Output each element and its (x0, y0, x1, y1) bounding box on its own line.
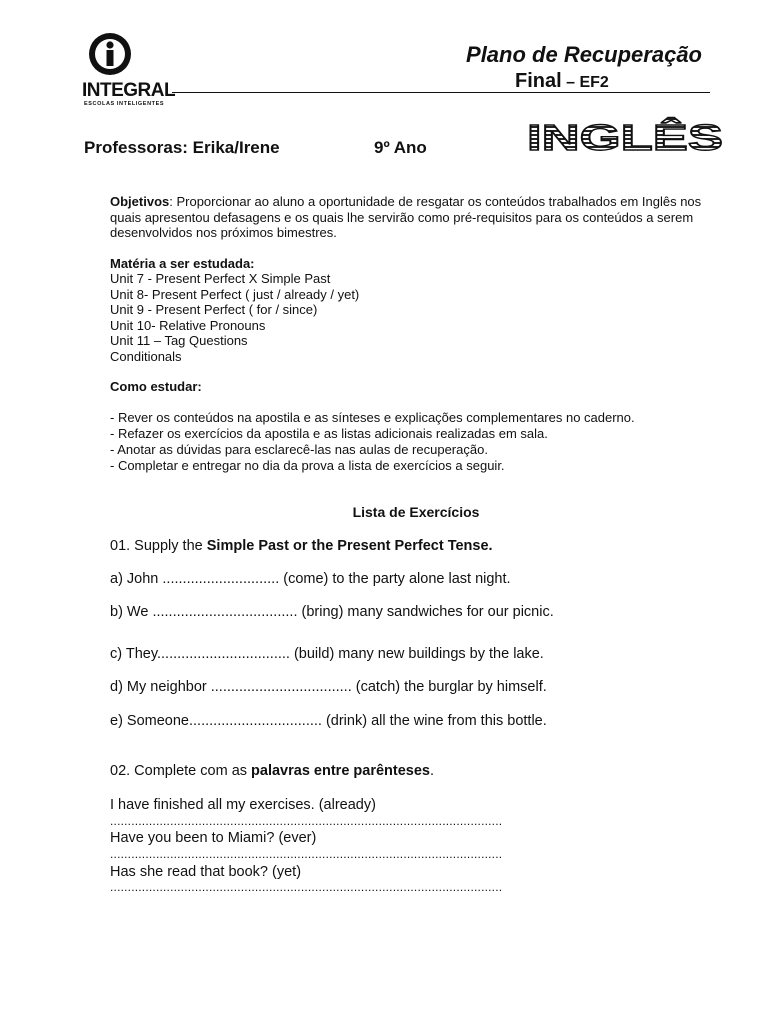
list-item: - Anotar as dúvidas para esclarecê-las nas aulas de recuperação. (110, 442, 488, 457)
question-2 (110, 763, 434, 779)
question-2-sentence-3: Has she read that book? (yet) (110, 864, 302, 880)
question-1-item-b: b) We .................................... (bring) many sandwiches for our picnic. (110, 604, 554, 620)
study-list (110, 410, 710, 474)
question-2-suffix: . (429, 763, 435, 779)
subject-inglês-art (527, 110, 723, 156)
subtitle-main: Final (515, 70, 562, 92)
list-item: Unit 11 – Tag Questions (110, 333, 248, 348)
question-2-sentence-2: Have you been to Miami? (ever) (110, 830, 317, 846)
question-1 (110, 538, 493, 554)
question-1-bold: Simple Past or the Present Perfect Tense. (206, 538, 493, 554)
grade-label: 9º Ano (374, 138, 427, 157)
answer-line: ............................................................................................................... (110, 814, 503, 828)
objectives-label: Objetivos (110, 194, 170, 209)
list-item: Unit 10- Relative Pronouns (110, 317, 266, 333)
list-item: Unit 7 - Present Perfect X Simple Past (110, 271, 331, 286)
matter-title: Matéria a ser estudada: (110, 256, 255, 271)
page-subtitle (515, 70, 609, 93)
answer-line: ............................................................................................................... (110, 880, 503, 894)
subject-text: INGLÊS (527, 117, 662, 156)
matter-list (110, 271, 710, 364)
question-1-item-e: e) Someone................................. (drink) all the wine from this bottle. (110, 713, 547, 729)
teachers-label: Professoras: Erika/Irene (84, 138, 280, 157)
header-rule (172, 92, 710, 93)
answer-line: ............................................................................................................... (110, 847, 503, 861)
question-1-item-d: d) My neighbor ................................... (catch) the burglar by himself. (110, 679, 547, 695)
question-2-sentence-1: I have finished all my exercises. (already) (110, 797, 376, 813)
question-1-item-a: a) John ............................. (come) to the party alone last night. (110, 571, 511, 587)
logo-text: INTEGRAL (82, 80, 176, 101)
logo-subtext: ESCOLAS INTELIGENTES (84, 101, 165, 107)
list-item: - Refazer os exercícios da apostila e as listas adicionais realizadas em sala. (110, 426, 548, 441)
objectives-text: : Proporcionar ao aluno a oportunidade de resgatar os conteúdos trabalhados em Inglês nos quais apresentou defasagens e os quais lhe servirão como pré-requisitos para os conteúdos a serem desenvolvidos nos próximos bimestres. (110, 194, 702, 240)
page-title: Plano de Recuperação (466, 42, 702, 67)
list-item: - Completar e entregar no dia da prova a lista de exercícios a seguir. (110, 458, 505, 473)
study-title: Como estudar: (110, 379, 202, 394)
list-item: - Rever os conteúdos na apostila e as sínteses e explicações complementares no caderno. (110, 410, 635, 425)
list-item: Unit 9 - Present Perfect ( for / since) (110, 302, 318, 317)
exercises-title: Lista de Exercícios (352, 504, 480, 520)
question-2-bold: palavras entre parênteses (251, 763, 430, 779)
objectives-paragraph (110, 194, 710, 241)
list-item: Conditionals (110, 348, 182, 364)
question-1-item-c: c) They................................. (build) many new buildings by the lake. (110, 646, 544, 662)
question-1-prefix: 01. Supply the (110, 538, 207, 554)
question-2-prefix: 02. Complete com as (110, 763, 252, 779)
subtitle-rest: – EF2 (561, 74, 609, 91)
list-item: Unit 8- Present Perfect ( just / already / yet) (110, 286, 360, 302)
